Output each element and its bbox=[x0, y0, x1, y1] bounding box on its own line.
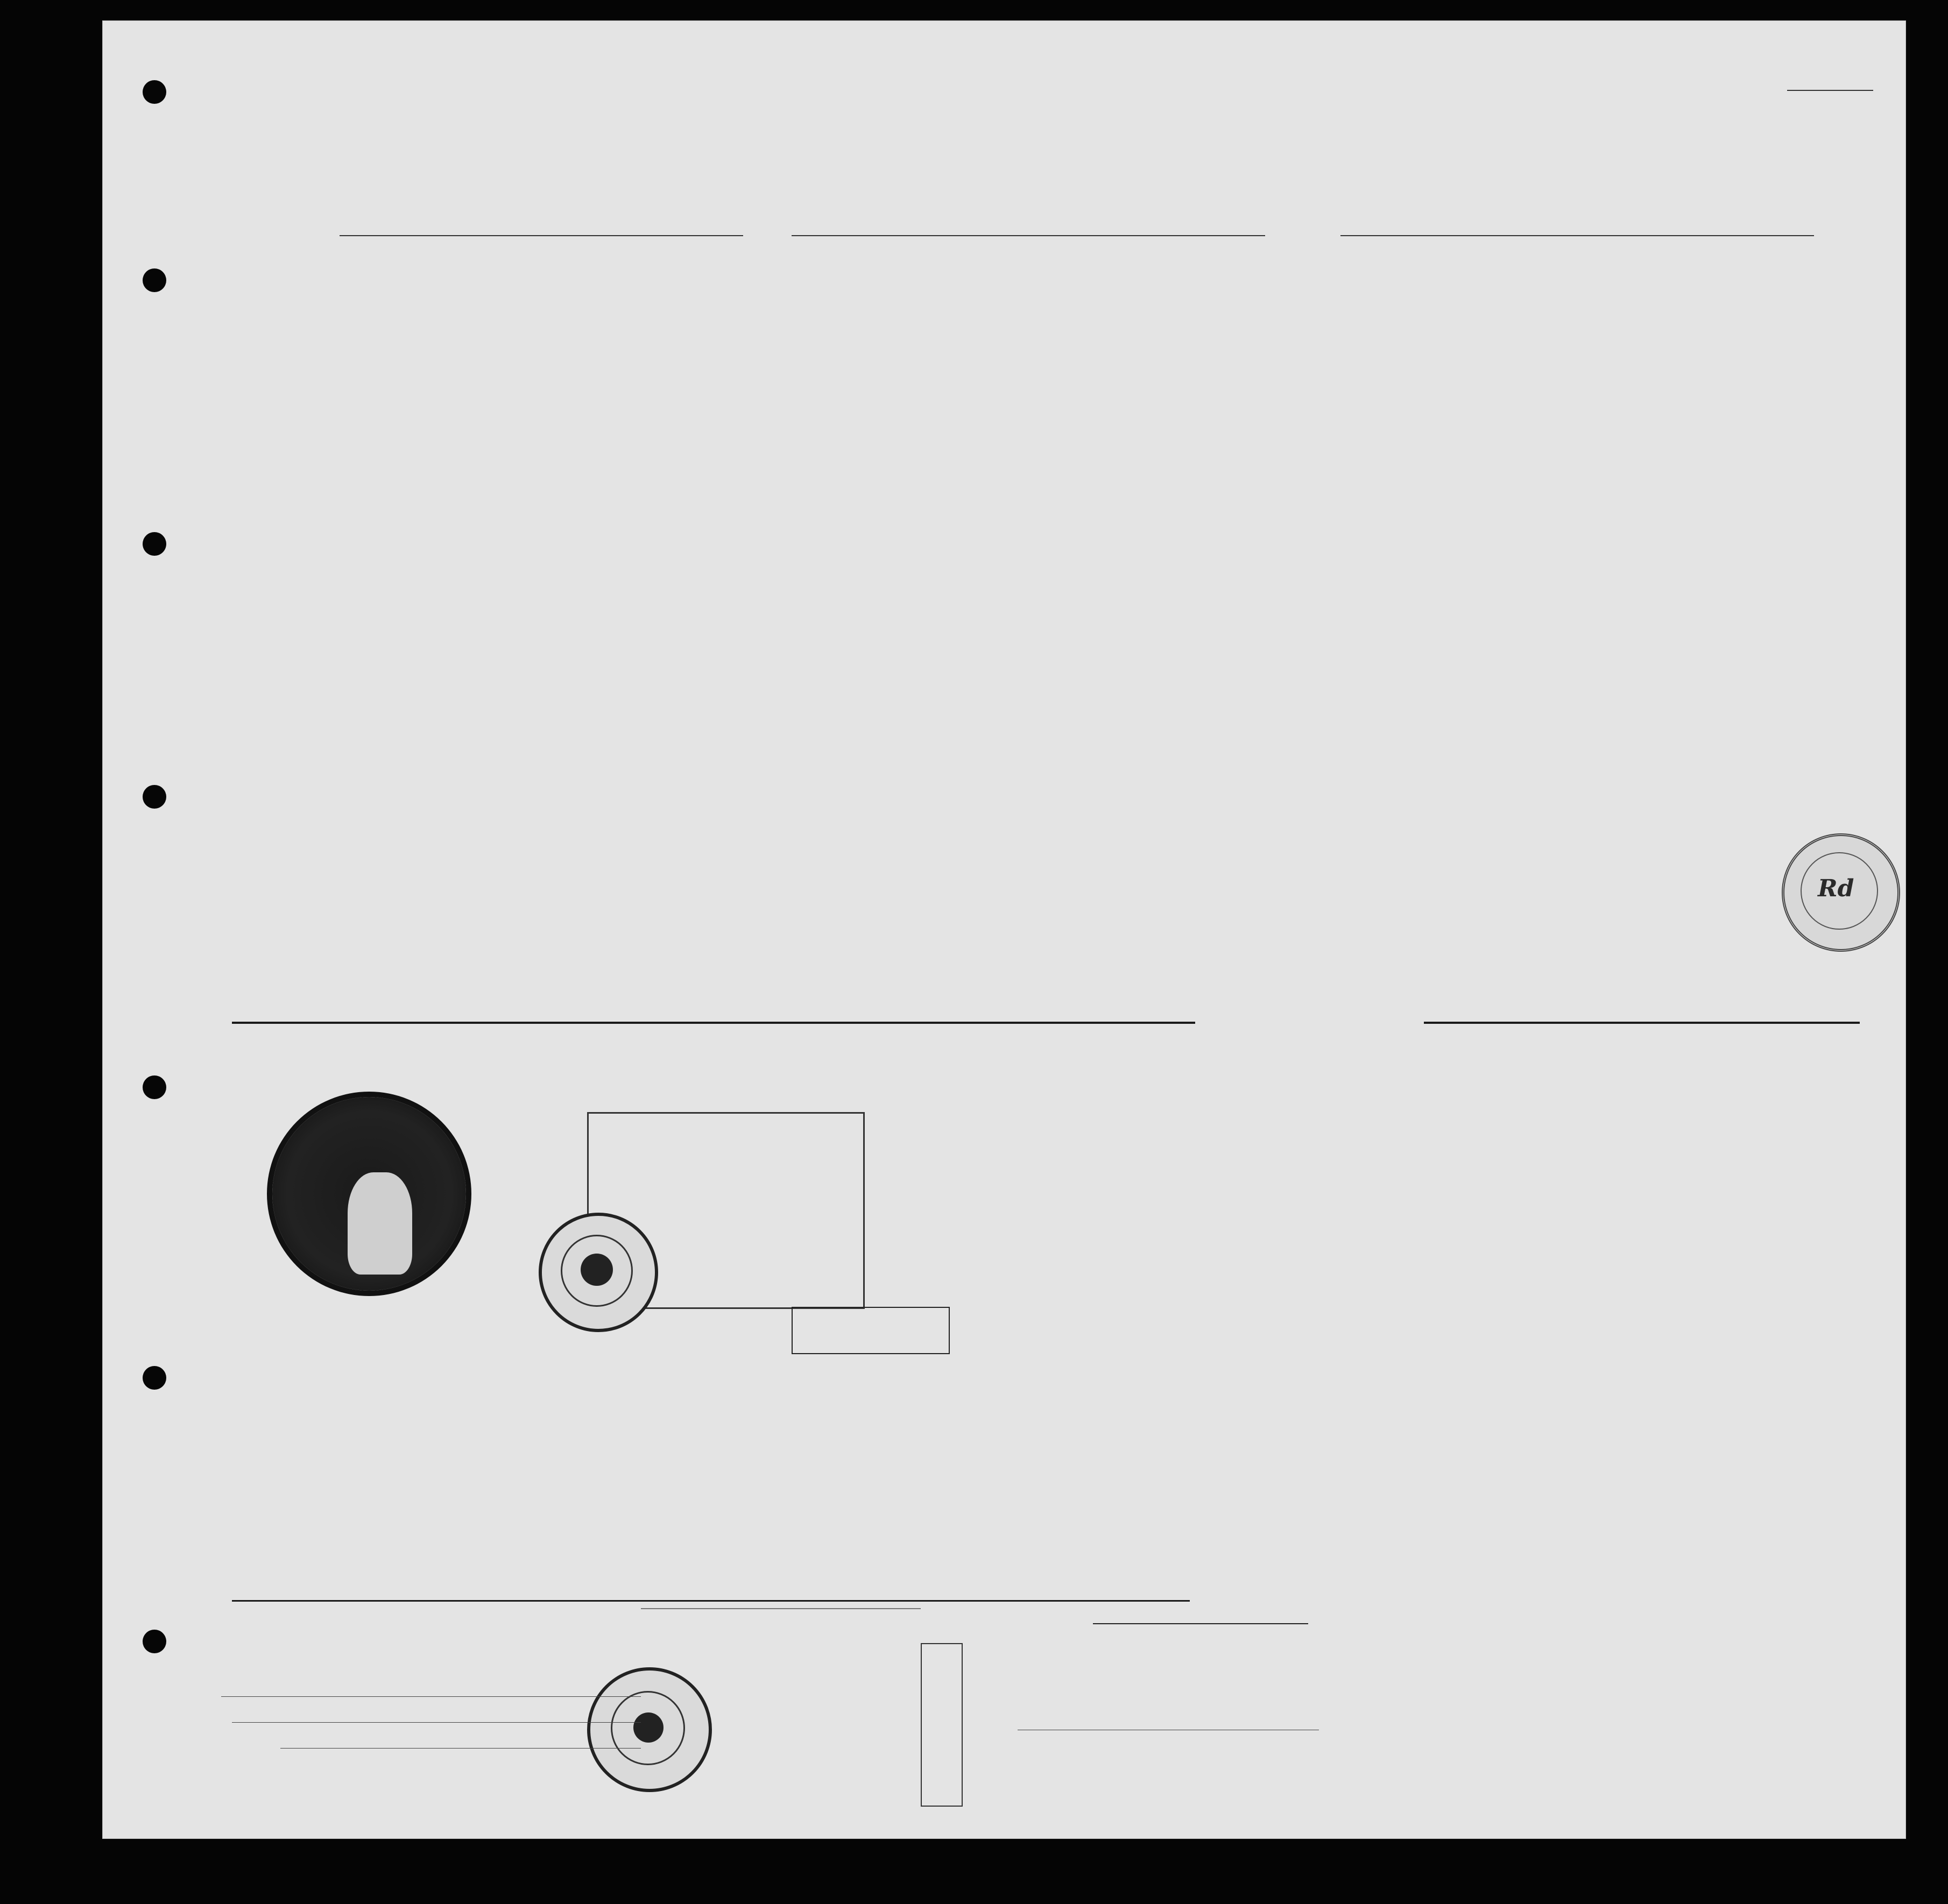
notary-gold-seal bbox=[272, 1097, 466, 1291]
manifest-grid bbox=[103, 21, 1905, 1838]
consulate2-frame bbox=[641, 1608, 921, 1609]
line-rule bbox=[221, 1696, 641, 1697]
consulate2-round-seal bbox=[587, 1667, 712, 1792]
owners-rule bbox=[232, 1722, 641, 1723]
manifest-sheet bbox=[102, 20, 1906, 1839]
consulate1-round-seal bbox=[539, 1213, 658, 1332]
closing2-rule-left bbox=[232, 1600, 1190, 1602]
closing-rule-right bbox=[1424, 1022, 1860, 1024]
closing2-underline bbox=[1093, 1623, 1308, 1624]
inspector-stamp-seal: Rd bbox=[1782, 833, 1900, 952]
no-fee-stamp-1 bbox=[792, 1307, 950, 1354]
agents-rule bbox=[280, 1748, 641, 1749]
closing-rule-left bbox=[232, 1022, 1195, 1024]
no-fee-stamp-2 bbox=[921, 1643, 963, 1807]
